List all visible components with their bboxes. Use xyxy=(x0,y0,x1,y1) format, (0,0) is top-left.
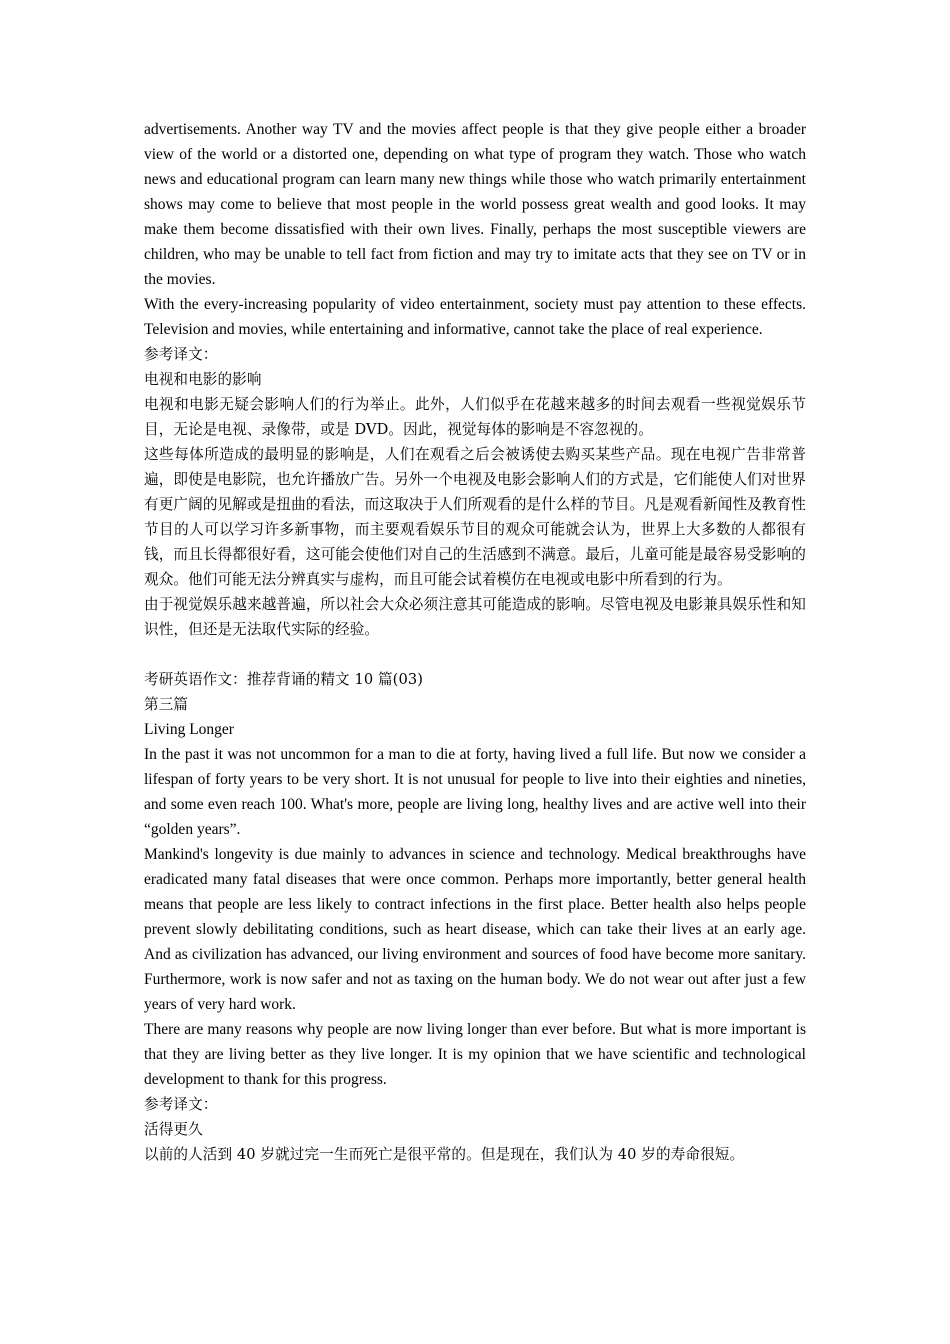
translation-title-2: 活得更久 xyxy=(144,1121,203,1138)
translation-label: 参考译文： xyxy=(144,346,218,363)
translation-paragraph-3: 由于视觉娱乐越来越普遍，所以社会大众必须注意其可能造成的影响。尽管电视及电影兼具娱乐性和知识性，但还是无法取代实际的经验。 xyxy=(144,596,806,638)
section-heading: 考研英语作文：推荐背诵的精文 10 篇(03) xyxy=(144,671,424,688)
essay-paragraph-1: In the past it was not uncommon for a man to die at forty, having lived a full life. But now we consider a lifespan of forty years to be very short. It is not unusual for people to live into their eighties and nineties, and some even reach 100. What's more, people are living long, healthy lives and are active well into their “golden years”. xyxy=(144,746,806,838)
translation-paragraph-2: 这些每体所造成的最明显的影响是，人们在观看之后会被诱使去购买某些产品。现在电视广告非常普遍，即使是电影院，也允许播放广告。另外一个电视及电影会影响人们的方式是，它们能使人们对世界有更广阔的见解或是扭曲的看法，而这取决于人们所观看的是什么样的节目。凡是观看新闻性及教育性节目的人可以学习许多新事物，而主要观看娱乐节目的观众可能就会认为，世界上大多数的人都很有钱，而且长得都很好看，这可能会使他们对自己的生活感到不满意。最后，儿童可能是最容易受影响的观众。他们可能无法分辨真实与虚构，而且可能会试着模仿在电视或电影中所看到的行为。 xyxy=(144,446,806,588)
essay-paragraph-3: There are many reasons why people are now living longer than ever before. But what is more important is that they are living better as they live longer. It is my opinion that we have scientific and technological development to thank for this progress. xyxy=(144,1021,806,1088)
translation-paragraph-1: 电视和电影无疑会影响人们的行为举止。此外，人们似乎在花越来越多的时间去观看一些视觉娱乐节目，无论是电视、录像带，或是 DVD。因此，视觉每体的影响是不容忽视的。 xyxy=(144,396,806,438)
section-number: 第三篇 xyxy=(144,696,189,713)
paragraph-tv-conclusion: With the every-increasing popularity of video entertainment, society must pay attention to these effects. Television and movies, while entertaining and informative, cannot take the place of real experience. xyxy=(144,296,806,338)
translation-paragraph-4: 以前的人活到 40 岁就过完一生而死亡是很平常的。但是现在，我们认为 40 岁的寿命很短。 xyxy=(144,1146,745,1163)
essay-paragraph-2: Mankind's longevity is due mainly to advances in science and technology. Medical breakthroughs have eradicated many fatal diseases that were once common. Perhaps more importantly, better general health means that people are less likely to contract infections in the first place. Better health also helps people prevent slowly debilitating conditions, such as heart disease, which can take their lives at an early age. And as civilization has advanced, our living environment and sources of food have become more sanitary. Furthermore, work is now safer and not as taxing on the human body. We do not wear out after just a few years of very hard work. xyxy=(144,846,806,1013)
essay-title: Living Longer xyxy=(144,721,234,738)
translation-title: 电视和电影的影响 xyxy=(144,371,262,388)
document-page xyxy=(144,117,806,1167)
blank-line xyxy=(144,642,806,667)
paragraph-tv-effects-continued: advertisements. Another way TV and the movies affect people is that they give people either a broader view of the world or a distorted one, depending on what type of program they watch. Those who watch news and educational program can learn many new things while those who watch primarily entertainment shows may come to believe that most people in the world possess great wealth and good looks. It may make them become dissatisfied with their own lives. Finally, perhaps the most susceptible viewers are children, who may be unable to tell fact from fiction and may try to imitate acts that they see on TV or in the movies. xyxy=(144,121,806,288)
translation-label-2: 参考译文： xyxy=(144,1096,218,1113)
